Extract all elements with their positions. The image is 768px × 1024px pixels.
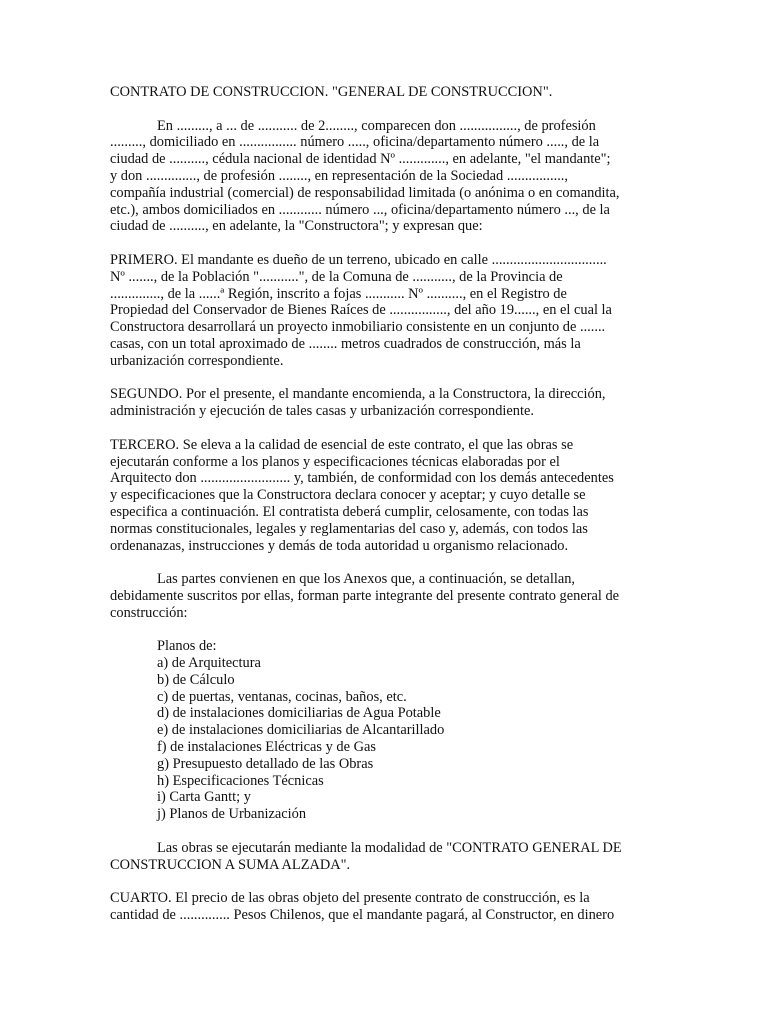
clause-primero [110,252,670,370]
title-line: CONTRATO DE CONSTRUCCION. "GENERAL DE CONSTRUCCION". [110,84,553,100]
list-item: j) Planos de Urbanización [157,806,307,823]
anexos-paragraph [110,571,670,621]
modalidad-line: CONSTRUCCION A SUMA ALZADA". [110,856,351,873]
intro-line: y don .............., de profesión ........, en representación de la Sociedad ................, [110,167,568,184]
primero-line: Propiedad del Conservador de Bienes Raíces de ................, del año 19......, en el cual la [110,302,612,319]
primero-line: PRIMERO. El mandante es dueño de un terreno, ubicado en calle ................................ [110,251,607,268]
intro-line: ciudad de .........., cédula nacional de identidad Nº ............., en adelante, "el mandante"; [110,151,611,168]
list-item: d) de instalaciones domiciliarias de Agua Potable [157,705,441,722]
tercero-line: TERCERO. Se eleva a la calidad de esencial de este contrato, el que las obras se [110,436,574,453]
cuarto-line: CUARTO. El precio de las obras objeto del presente contrato de construcción, es la [110,890,590,907]
list-item: c) de puertas, ventanas, cocinas, baños, etc. [157,688,407,705]
document-title [110,84,670,101]
cuarto-line: cantidad de .............. Pesos Chilenos, que el mandante pagará, al Constructor, en dinero [110,907,615,924]
intro-line: compañía industrial (comercial) de responsabilidad limitada (o anónima o en comandita, [110,184,620,201]
primero-line: Nº ......., de la Población "...........", de la Comuna de ..........., de la Provincia de [110,268,563,285]
planos-heading: Planos de: [157,638,217,655]
anexos-line: construcción: [110,604,188,621]
intro-line: En ........., a ... de ........... de 2........, comparecen don ................, de profesión [157,117,596,134]
tercero-line: especifica a continuación. El contratista deberá cumplir, celosamente, con todas las [110,503,589,520]
list-item: f) de instalaciones Eléctricas y de Gas [157,739,376,756]
anexos-line: Las partes convienen en que los Anexos que, a continuación, se detallan, [157,571,575,588]
primero-line: casas, con un total aproximado de ........ metros cuadrados de construcción, más la [110,335,581,352]
clause-tercero [110,437,670,555]
list-item: b) de Cálculo [157,671,235,688]
clause-cuarto [110,890,670,924]
tercero-line: normas constitucionales, legales y reglamentarias del caso y, además, con todos las [110,520,588,537]
segundo-line: administración y ejecución de tales casas y urbanización correspondiente. [110,403,534,420]
list-item: a) de Arquitectura [157,655,261,672]
list-item: h) Especificaciones Técnicas [157,772,324,789]
modalidad-line: Las obras se ejecutarán mediante la modalidad de "CONTRATO GENERAL DE [157,839,622,856]
tercero-line: ejecutarán conforme a los planos y especificaciones técnicas elaboradas por el [110,453,560,470]
anexos-line: debidamente suscritos por ellas, forman parte integrante del presente contrato general de [110,587,620,604]
planos-list [110,638,670,823]
list-item: i) Carta Gantt; y [157,789,251,806]
list-item: e) de instalaciones domiciliarias de Alcantarillado [157,722,445,739]
intro-line: etc.), ambos domiciliados en ............ número ..., oficina/departamento número ..., de la [110,201,610,218]
tercero-line: y especificaciones que la Constructora declara conocer y aceptar; y cuyo detalle se [110,487,586,504]
segundo-line: SEGUNDO. Por el presente, el mandante encomienda, a la Constructora, la dirección, [110,386,606,403]
intro-line: ........., domiciliado en ................ número ....., oficina/departamento número ....., de la [110,134,600,151]
contract-page [110,84,670,941]
intro-line: ciudad de .........., en adelante, la "Constructora"; y expresan que: [110,218,483,235]
modalidad-paragraph [110,840,670,874]
tercero-line: Arquitecto don ......................... y, también, de conformidad con los demás antecedentes [110,470,614,487]
primero-line: .............., de la ......ª Región, inscrito a fojas ........... Nº .........., en el Registro de [110,285,567,302]
clause-segundo [110,386,670,420]
list-item: g) Presupuesto detallado de las Obras [157,755,374,772]
tercero-line: ordenanazas, instrucciones y demás de toda autoridad u organismo relacionado. [110,537,569,554]
primero-line: Constructora desarrollará un proyecto inmobiliario consistente en un conjunto de ....... [110,319,606,336]
intro-paragraph [110,118,670,236]
primero-line: urbanización correspondiente. [110,352,284,369]
